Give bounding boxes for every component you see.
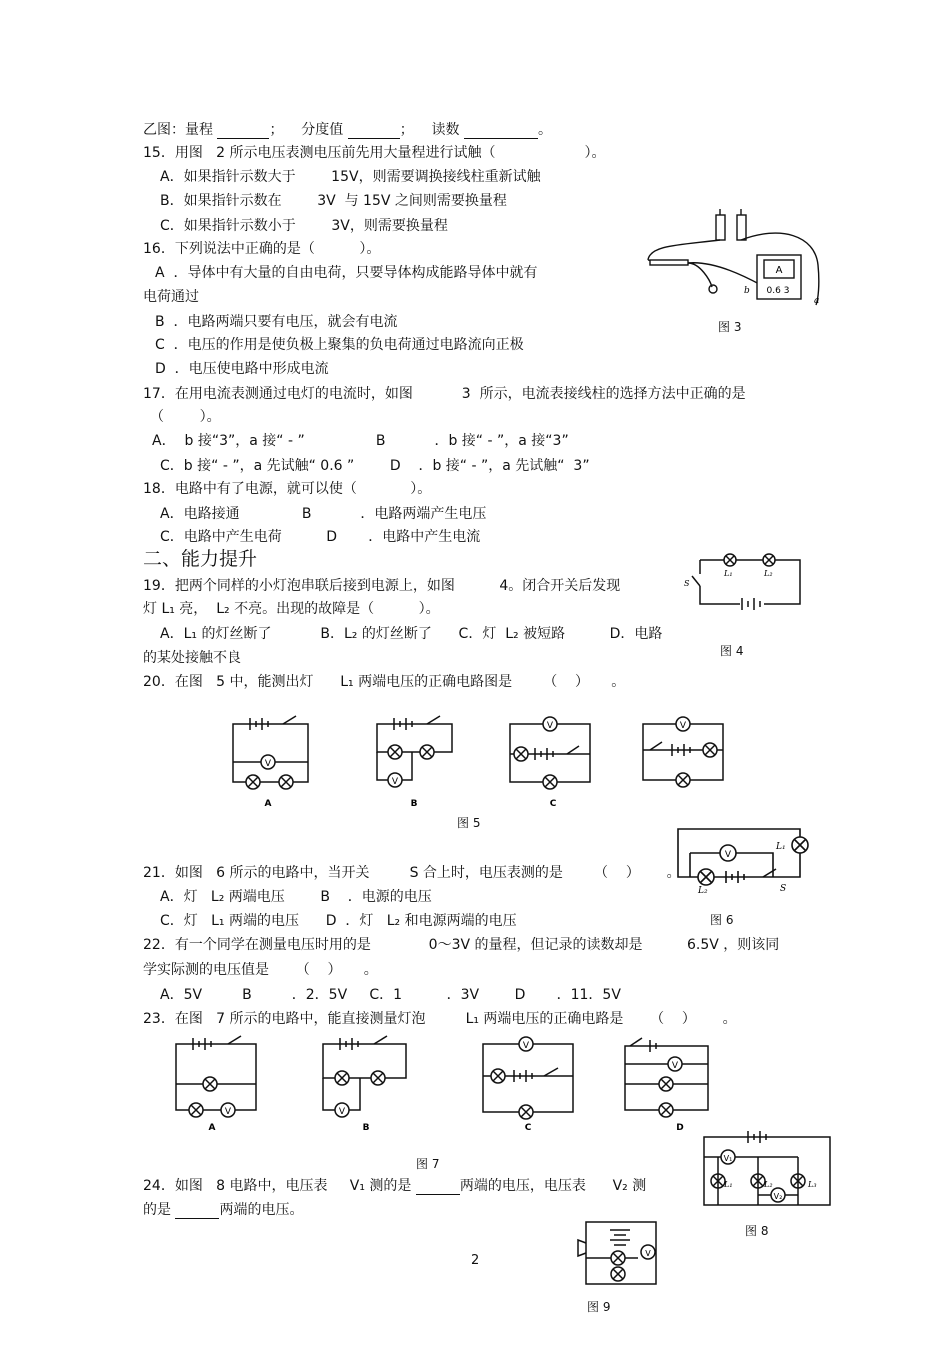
figure-7-a	[168, 1032, 263, 1132]
q18: 18．电路中有了电源，就可以使（ ）。	[143, 481, 432, 497]
fig8-V2: V₂	[773, 1192, 783, 1201]
q22: 22．有一个同学在测量电压时用的是 0～3V 的量程，但记录的读数却是 6.5V ，则该同	[143, 937, 780, 953]
fig9-caption: 图 9	[587, 1300, 611, 1314]
fig7c-label: C	[524, 1123, 532, 1132]
q23: 23．在图 7 所示的电路中，能直接测量灯泡 L₁ 两端电压的正确电路是 （ ） 。	[143, 1011, 737, 1027]
figure-5c-drawing	[505, 712, 595, 808]
fig7b-V: V	[338, 1107, 346, 1117]
q24-cont	[143, 1201, 303, 1219]
figure-7a-drawing	[168, 1032, 263, 1132]
q17-paren: （ ）。	[150, 409, 221, 425]
fig5b-V: V	[391, 777, 399, 787]
q22-cont: 学实际测的电压值是 （ ） 。	[143, 962, 378, 978]
fig8-V1: V₁	[723, 1154, 733, 1163]
figure-7-c	[478, 1032, 578, 1132]
figure-6-drawing	[668, 825, 828, 895]
fig7a-V: V	[224, 1107, 232, 1117]
figure-6	[668, 825, 828, 895]
figure-9	[570, 1218, 665, 1288]
q22-options: A．5V B ．2．5V C．1 ．3V D ．11．5V	[160, 987, 621, 1003]
fig3-ammeter-label: A	[775, 265, 783, 276]
fig7d-label: D	[676, 1123, 684, 1132]
figure-4	[682, 548, 807, 610]
fig6-L2: L₂	[698, 886, 708, 895]
reading-blank[interactable]	[464, 124, 538, 139]
fig6-V: V	[724, 850, 732, 860]
yi-line	[143, 121, 552, 139]
figure-7-b	[318, 1032, 413, 1132]
q19: 19．把两个同样的小灯泡串联后接到电源上，如图 4。闭合开关后发现	[143, 578, 621, 594]
period: 。	[537, 122, 552, 138]
q18-options-ab: A．电路接通 B ．电路两端产生电压	[160, 506, 487, 522]
fig3-a-label: a	[814, 296, 820, 306]
figure-3-drawing	[640, 205, 830, 315]
fig8-L3: L₃	[808, 1180, 817, 1189]
figure-5b-drawing	[372, 712, 457, 808]
q16: 16．下列说法中正确的是（ ）。	[143, 241, 381, 257]
q17-options-cd: C．b 接“ - ”，a 先试触“ 0.6 ” D ．b 接“ - ”，a 先试触“ 3”	[160, 458, 590, 474]
q17: 17．在用电流表测通过电灯的电流时，如图 3 所示，电流表接线柱的选择方法中正确的是	[143, 386, 746, 402]
q15: 15．用图 2 所示电压表测电压前先用大量程进行试触（ ）。	[143, 145, 606, 161]
q24-part3: 的是	[143, 1202, 171, 1218]
fig7c-V: V	[522, 1041, 530, 1051]
fig7a-label: A	[208, 1123, 216, 1132]
figure-5d-drawing	[638, 712, 728, 808]
fig7b-label: B	[362, 1123, 370, 1132]
q20: 20．在图 5 中，能测出灯 L₁ 两端电压的正确电路图是 （ ） 。	[143, 674, 626, 690]
figure-4-drawing	[682, 548, 807, 610]
fig5-caption: 图 5	[457, 816, 481, 830]
fig5a-label: A	[264, 799, 272, 808]
q16-option-b: B ．电路两端只要有电压，就会有电流	[155, 314, 398, 330]
figure-7-d	[620, 1032, 715, 1132]
q24-part4: 两端的电压。	[219, 1202, 304, 1218]
fig8-L1: L₁	[724, 1180, 733, 1189]
q21: 21．如图 6 所示的电路中，当开关 S 合上时，电压表测的是 （ ） 。	[143, 865, 681, 881]
q19-options-cont: 的某处接触不良	[143, 650, 241, 666]
fig4-L1: L₁	[724, 569, 733, 578]
fig4-S: S	[684, 579, 690, 588]
figure-5-c	[505, 712, 595, 808]
fig5a-V: V	[264, 759, 272, 769]
figure-7c-drawing	[478, 1032, 578, 1132]
fig5d-V: V	[679, 721, 687, 731]
q24-part1: 24．如图 8 电路中，电压表 V₁ 测的是	[143, 1178, 412, 1194]
page-number: 2	[471, 1253, 480, 1268]
fig5c-V: V	[546, 721, 554, 731]
v2-blank[interactable]	[175, 1204, 219, 1219]
q19-options: A．L₁ 的灯丝断了 B．L₂ 的灯丝断了 C．灯 L₂ 被短路 D．电路	[160, 626, 663, 642]
fig5c-label: C	[549, 799, 557, 808]
fig3-caption: 图 3	[718, 320, 742, 334]
fig3-scale-label: 0.6 3	[766, 286, 790, 296]
figure-8-drawing	[698, 1125, 838, 1209]
figure-7d-drawing	[620, 1032, 715, 1132]
q21-options-ab: A．灯 L₂ 两端电压 B ．电源的电压	[160, 889, 432, 905]
q18-options-cd: C．电路中产生电荷 D ．电路中产生电流	[160, 529, 481, 545]
fig7-caption: 图 7	[416, 1157, 440, 1171]
q16-option-c: C ．电压的作用是使负极上聚集的负电荷通过电路流向正极	[155, 337, 524, 353]
q24-part2: 两端的电压，电压表 V₂ 测	[459, 1178, 647, 1194]
q21-options-cd: C．灯 L₁ 两端的电压 D ．灯 L₂ 和电源两端的电压	[160, 913, 517, 929]
figure-3	[640, 205, 830, 315]
fig4-caption: 图 4	[720, 644, 744, 658]
scale-blank[interactable]	[348, 124, 400, 139]
q16-option-d: D ．电压使电路中形成电流	[155, 361, 329, 377]
figure-9-drawing	[570, 1218, 665, 1288]
fig6-S: S	[780, 884, 787, 894]
q15-option-a: A．如果指针示数大于 15V，则需要调换接线柱重新试触	[160, 169, 541, 185]
q16-option-a-cont: 电荷通过	[143, 289, 199, 305]
fig5b-label: B	[410, 799, 418, 808]
fig9-V: V	[645, 1249, 651, 1258]
figure-8	[698, 1125, 838, 1209]
figure-5-b	[372, 712, 457, 808]
q19-cont: 灯 L₁ 亮， L₂ 不亮。出现的故障是（ ）。	[143, 601, 440, 617]
fig7d-V: V	[671, 1061, 679, 1071]
fig6-caption: 图 6	[710, 913, 734, 927]
figure-5-a	[228, 712, 313, 808]
v1-blank[interactable]	[416, 1180, 460, 1195]
figure-7b-drawing	[318, 1032, 413, 1132]
q24	[143, 1177, 646, 1195]
q16-option-a: A ．导体中有大量的自由电荷，只要导体构成能路导体中就有	[155, 265, 538, 281]
fig6-L1: L₁	[776, 842, 786, 852]
q17-options-ab: A． b 接“3”，a 接“ - ” B ．b 接“ - ”，a 接“3”	[152, 433, 569, 449]
q15-option-b: B．如果指针示数在 3V 与 15V 之间则需要换量程	[160, 193, 507, 209]
figure-5-d	[638, 712, 728, 808]
fig3-b-label: b	[744, 286, 750, 296]
yi-label: 乙图：量程	[143, 122, 213, 138]
yi-scale-label: ； 分度值	[269, 122, 344, 138]
yi-reading-label: ； 读数	[399, 122, 460, 138]
fig8-caption: 图 8	[745, 1224, 769, 1238]
fig4-L2: L₂	[764, 569, 773, 578]
range-blank[interactable]	[217, 124, 269, 139]
section-heading: 二、能力提升	[143, 548, 258, 570]
figure-5a-drawing	[228, 712, 313, 808]
q15-option-c: C．如果指针示数小于 3V，则需要换量程	[160, 218, 448, 234]
fig8-L2: L₂	[764, 1180, 773, 1189]
